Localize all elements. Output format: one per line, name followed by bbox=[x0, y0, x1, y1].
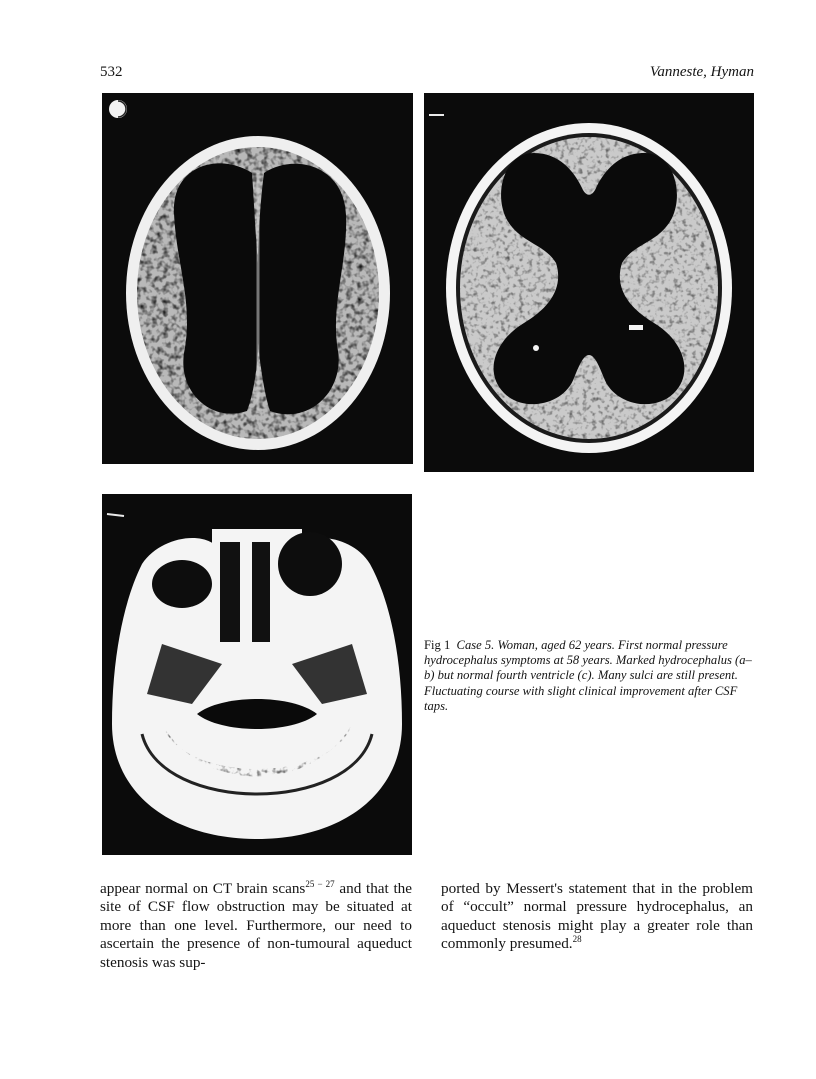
scan-marker-icon bbox=[109, 100, 127, 118]
ct-scan-b-graphic bbox=[424, 93, 754, 472]
running-head: Vanneste, Hyman bbox=[649, 64, 754, 80]
body-text-right-part-1: ported by Messert's statement that in the problem of “occult” normal pressure hydrocephalus, an aqueduct stenosis might play a greater role than commonly presumed. bbox=[441, 880, 753, 953]
ct-scan-c-graphic bbox=[102, 494, 412, 855]
body-text-left-part-2: and that the site of CSF flow obstruction may be situated at more than one level. Furthermore, our need to ascertain the presence of non-tumoural aqueduct stenosis was sup- bbox=[100, 880, 412, 971]
figure-caption-text: Case 5. Woman, aged 62 years. First normal pressure hydrocephalus symptoms at 58 years. Marked hydrocephalus (a–b) but normal fourth ventricle (c). Many sulci are still present. Fluctuating course with slight clinical improvement after CSF taps. bbox=[424, 638, 752, 713]
reference-superscript: 25 − 27 bbox=[305, 878, 335, 889]
body-text-right-column bbox=[441, 880, 753, 954]
ct-scan-image-a bbox=[102, 93, 413, 464]
figure-caption bbox=[424, 638, 754, 714]
ct-scan-image-b bbox=[424, 93, 754, 472]
reference-superscript: 28 bbox=[572, 934, 582, 945]
body-text-left-part-1: appear normal on CT brain scans bbox=[100, 880, 306, 897]
page-number: 532 bbox=[100, 64, 123, 80]
figure-label: Fig 1 bbox=[424, 638, 451, 652]
scan-marker-icon bbox=[107, 514, 124, 516]
ct-scan-a-graphic bbox=[102, 93, 413, 464]
body-text-left-column bbox=[100, 880, 412, 972]
ct-scan-image-c bbox=[102, 494, 412, 855]
